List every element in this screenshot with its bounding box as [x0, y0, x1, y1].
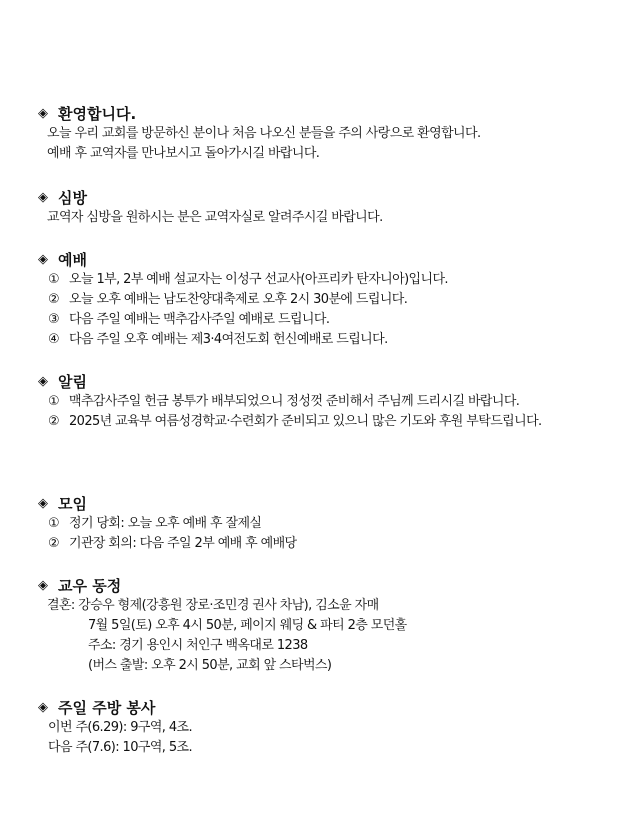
worship-heading — [38, 250, 588, 270]
welcome-line: 예배 후 교역자를 만나보시고 돌아가시길 바랍니다. — [47, 146, 320, 161]
item-text: 정기 당회: 오늘 오후 예배 후 잘제실 — [69, 516, 262, 531]
welcome-line: 오늘 우리 교회를 방문하신 분이나 처음 나오신 분들을 주의 사랑으로 환영합니다. — [47, 126, 481, 141]
item-text: 2025년 교육부 여름성경학교·수련회가 준비되고 있으니 많은 기도와 후원 부탁드립니다. — [69, 414, 542, 429]
item-number: ② — [48, 414, 60, 429]
item-number: ① — [48, 516, 60, 531]
item-number: ④ — [48, 332, 60, 347]
list-item — [38, 514, 588, 534]
item-number: ③ — [48, 312, 60, 327]
item-number: ② — [48, 536, 60, 551]
welcome-heading — [38, 104, 588, 124]
list-item — [38, 392, 588, 412]
notice-title: 알림 — [58, 373, 87, 391]
item-text: 다음 주일 오후 예배는 제3·4여전도회 헌신예배로 드립니다. — [69, 332, 388, 347]
meeting-heading — [38, 494, 588, 514]
wedding-detail: 7월 5일(토) 오후 4시 50분, 페이지 웨딩 & 파티 2층 모던홀 — [88, 618, 407, 633]
members-heading — [38, 576, 588, 596]
visit-line: 교역자 심방을 원하시는 분은 교역자실로 알려주시길 바랍니다. — [47, 210, 383, 225]
wedding-label: 결혼: — [47, 598, 75, 613]
wedding-detail: 주소: 경기 용인시 처인구 백옥대로 1238 — [88, 638, 308, 653]
kitchen-heading — [38, 698, 588, 718]
meeting-section — [38, 494, 588, 554]
visit-title: 심방 — [58, 189, 87, 207]
diamond-bullet-icon: ◈ — [38, 700, 48, 715]
wedding-couple: 강승우 형제(강흥원 장로·조민경 권사 차남), 김소윤 자매 — [78, 598, 379, 613]
item-number: ① — [48, 272, 60, 287]
kitchen-title: 주일 주방 봉사 — [58, 699, 156, 717]
kitchen-line: 이번 주(6.29): 9구역, 4조. — [48, 720, 193, 735]
worship-section — [38, 250, 588, 350]
item-text: 맥추감사주일 헌금 봉투가 배부되었으니 정성껏 준비해서 주님께 드리시길 바랍니다. — [69, 394, 520, 409]
item-text: 다음 주일 예배는 맥추감사주일 예배로 드립니다. — [69, 312, 330, 327]
item-text: 오늘 1부, 2부 예배 설교자는 이성구 선교사(아프리카 탄자니아)입니다. — [69, 272, 448, 287]
members-title: 교우 동정 — [58, 577, 122, 595]
diamond-bullet-icon: ◈ — [38, 578, 48, 593]
diamond-bullet-icon: ◈ — [38, 496, 48, 511]
diamond-bullet-icon: ◈ — [38, 190, 48, 205]
diamond-bullet-icon: ◈ — [38, 374, 48, 389]
welcome-title: 환영합니다. — [58, 105, 137, 123]
welcome-section — [38, 104, 588, 164]
list-item — [38, 310, 588, 330]
list-item — [38, 270, 588, 290]
notice-heading — [38, 372, 588, 392]
list-item — [38, 330, 588, 350]
diamond-bullet-icon: ◈ — [38, 106, 48, 121]
wedding-first-line — [38, 596, 588, 616]
kitchen-line: 다음 주(7.6): 10구역, 5조. — [48, 740, 193, 755]
list-item — [38, 412, 588, 432]
item-text: 오늘 오후 예배는 남도찬양대축제로 오후 2시 30분에 드립니다. — [69, 292, 408, 307]
item-number: ② — [48, 292, 60, 307]
visit-section — [38, 188, 588, 228]
item-text: 기관장 회의: 다음 주일 2부 예배 후 예배당 — [69, 536, 297, 551]
list-item — [38, 534, 588, 554]
meeting-title: 모임 — [58, 495, 87, 513]
notice-section — [38, 372, 588, 432]
item-number: ① — [48, 394, 60, 409]
list-item — [38, 290, 588, 310]
wedding-detail: (버스 출발: 오후 2시 50분, 교회 앞 스타벅스) — [88, 658, 332, 673]
kitchen-section — [38, 698, 588, 758]
worship-title: 예배 — [58, 251, 87, 269]
diamond-bullet-icon: ◈ — [38, 252, 48, 267]
members-section — [38, 576, 588, 676]
visit-heading — [38, 188, 588, 208]
